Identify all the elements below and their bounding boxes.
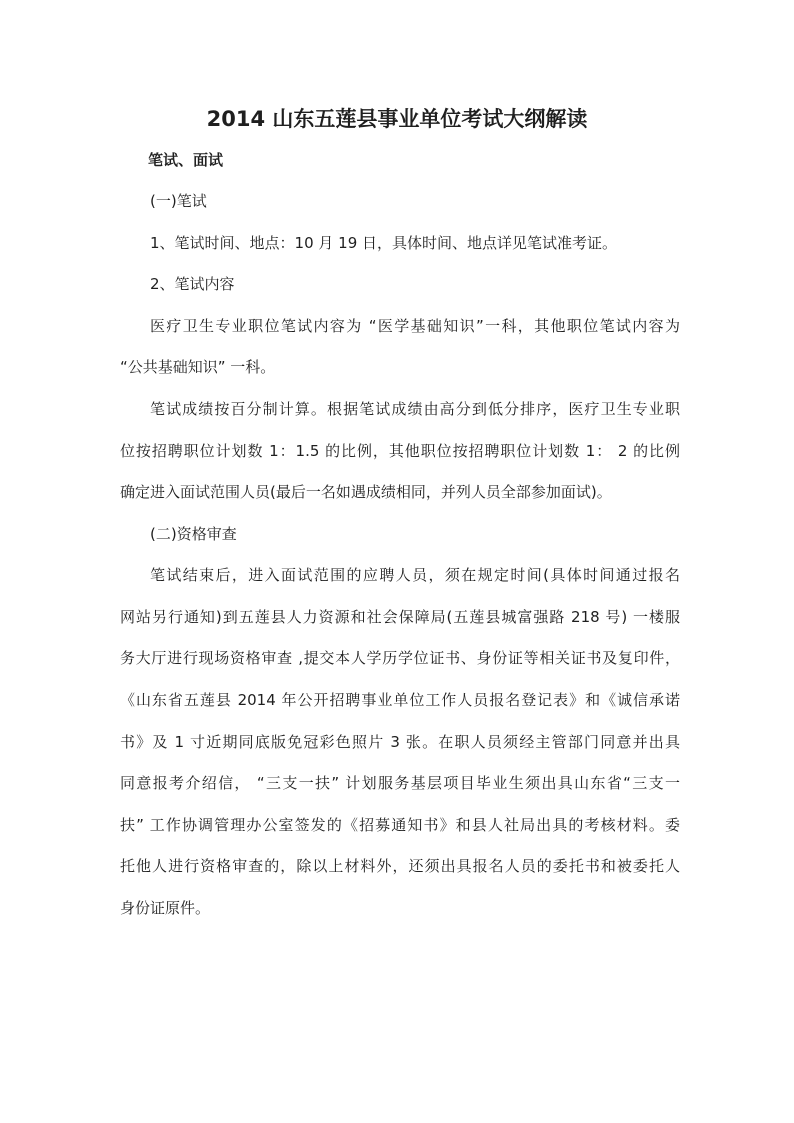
- para3-line: 务大厅进行现场资格审查 ,提交本人学历学位证书、身份证等相关证书及复印件，: [120, 649, 680, 667]
- item2-heading: 2、笔试内容: [150, 275, 235, 293]
- part2-heading: (二)资格审查: [150, 525, 237, 543]
- para3-line: 笔试结束后，进入面试范围的应聘人员，须在规定时间(具体时间通过报名: [150, 566, 680, 584]
- para3-line: 同意报考介绍信， “三支一扶” 计划服务基层项目毕业生须出具山东省“三支一: [120, 774, 680, 792]
- para3-line: 托他人进行资格审查的，除以上材料外，还须出具报名人员的委托书和被委托人: [120, 857, 680, 875]
- item1-text: 1、笔试时间、地点：10 月 19 日，具体时间、地点详见笔试准考证。: [150, 234, 618, 252]
- para2-line: 位按招聘职位计划数 1：1.5 的比例，其他职位按招聘职位计划数 1： 2 的比例: [120, 442, 680, 460]
- para3-line: 书》及 1 寸近期同底版免冠彩色照片 3 张。在职人员须经主管部门同意并出具: [120, 733, 680, 751]
- para3-line: 身份证原件。: [120, 899, 211, 917]
- para2-line: 确定进入面试范围人员(最后一名如遇成绩相同，并列人员全部参加面试)。: [120, 483, 612, 501]
- para1-line: “公共基础知识” 一科。: [120, 358, 276, 376]
- document-title: 2014 山东五莲县事业单位考试大纲解读: [206, 107, 588, 131]
- para3-line: 扶” 工作协调管理办公室签发的《招募通知书》和县人社局出具的考核材料。委: [120, 816, 680, 834]
- section-heading: 笔试、面试: [148, 151, 224, 169]
- para3-line: 网站另行通知)到五莲县人力资源和社会保障局(五莲县城富强路 218 号) 一楼服: [120, 608, 680, 626]
- part1-heading: (一)笔试: [150, 192, 207, 210]
- para2-line: 笔试成绩按百分制计算。根据笔试成绩由高分到低分排序，医疗卫生专业职: [150, 400, 680, 418]
- para1-line: 医疗卫生专业职位笔试内容为 “医学基础知识”一科，其他职位笔试内容为: [150, 317, 680, 335]
- para3-line: 《山东省五莲县 2014 年公开招聘事业单位工作人员报名登记表》和《诚信承诺: [120, 691, 680, 709]
